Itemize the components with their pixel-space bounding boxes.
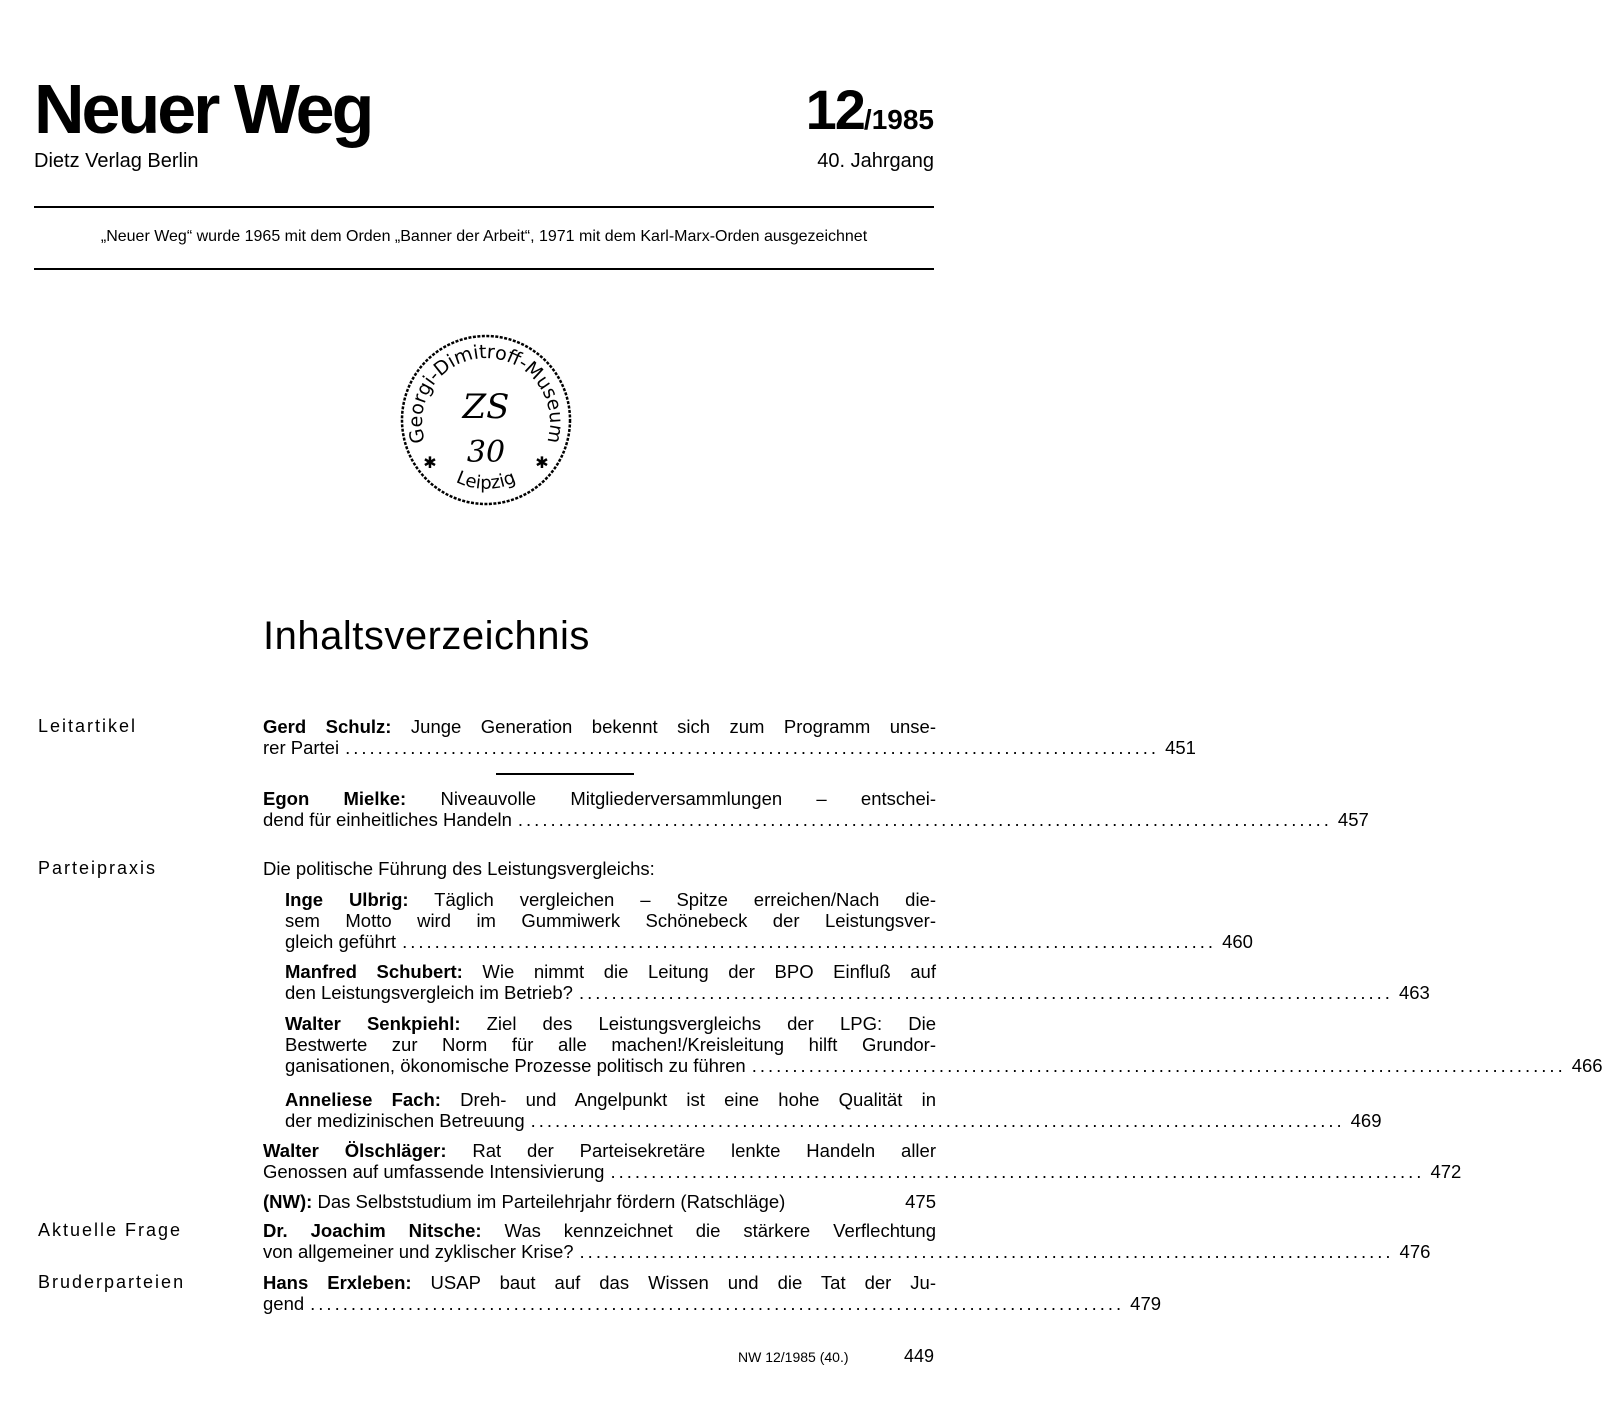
leader-dots: .................................................................................................... bbox=[345, 737, 1160, 758]
toc-entry[interactable] bbox=[285, 1089, 1382, 1131]
stamp-city-text: Leipzig bbox=[453, 467, 519, 494]
toc-entry[interactable] bbox=[263, 1220, 1431, 1262]
entry-text: Ziel des Leistungsvergleichs der LPG: Die bbox=[460, 1013, 936, 1034]
toc-entry[interactable] bbox=[263, 1140, 1462, 1182]
section-parteipraxis: Parteipraxis bbox=[38, 858, 158, 878]
award-line: „Neuer Weg“ wurde 1965 mit dem Orden „Banner der Arbeit“, 1971 mit dem Karl-Marx-Orden ausgezeichnet bbox=[100, 228, 868, 245]
page-number: 457 bbox=[1337, 809, 1369, 830]
entry-author: Inge Ulbrig: bbox=[285, 889, 409, 910]
entry-text-cont: Genossen auf umfassende Intensivierung bbox=[263, 1161, 605, 1182]
entry-text-cont: sem Motto wird im Gummiwerk Schönebeck der Leistungsver- bbox=[285, 910, 936, 931]
entry-author: Anneliese Fach: bbox=[285, 1089, 441, 1110]
header-rule-top bbox=[34, 206, 934, 208]
leader-dots: .................................................................................................... bbox=[578, 982, 1393, 1003]
entry-author: Gerd Schulz: bbox=[263, 716, 392, 737]
stamp-ring-text: Georgi-Dimitroff-Museum bbox=[404, 341, 568, 446]
stamp-star-left: ✱ bbox=[423, 455, 437, 472]
issue-num: 12 bbox=[805, 78, 864, 141]
publisher: Dietz Verlag Berlin bbox=[34, 150, 199, 172]
entry-text-cont: dend für einheitliches Handeln bbox=[263, 809, 512, 830]
page-number: 469 bbox=[1350, 1110, 1382, 1131]
entry-text-cont: der medizinischen Betreuung bbox=[285, 1110, 525, 1131]
page-number: 466 bbox=[1571, 1055, 1603, 1076]
leader-dots: .................................................................................................... bbox=[517, 809, 1332, 830]
entry-author: Dr. Joachim Nitsche: bbox=[263, 1220, 482, 1241]
stamp-star-right: ✱ bbox=[535, 455, 549, 472]
entry-text: Rat der Parteisekretäre lenkte Handeln aller bbox=[446, 1140, 936, 1161]
page-number: 472 bbox=[1430, 1161, 1462, 1182]
leader-dots: .................................................................................................... bbox=[579, 1241, 1394, 1262]
entry-text: Junge Generation bekennt sich zum Programm unse- bbox=[391, 716, 936, 737]
entry-text: Dreh- und Angelpunkt ist eine hohe Qualität in bbox=[440, 1089, 936, 1110]
entry-divider bbox=[496, 773, 634, 775]
page-number: 475 bbox=[905, 1191, 936, 1212]
section-aktuelle-frage: Aktuelle Frage bbox=[38, 1220, 183, 1240]
entry-text: Das Selbststudium im Parteilehrjahr fördern (Ratschläge) bbox=[312, 1191, 786, 1212]
toc-entry[interactable] bbox=[263, 716, 1196, 758]
toc-entry[interactable] bbox=[263, 788, 1369, 830]
toc-heading: Inhaltsverzeichnis bbox=[263, 614, 590, 658]
stamp-handwritten-30: 30 bbox=[466, 435, 506, 470]
stamp-handwritten-zs: ZS bbox=[462, 387, 510, 427]
section-leitartikel: Leitartikel bbox=[38, 716, 138, 736]
section-bruderparteien: Bruderparteien bbox=[38, 1272, 186, 1292]
entry-text: Wie nimmt die Leitung der BPO Einfluß auf bbox=[462, 961, 936, 982]
toc-entry[interactable] bbox=[285, 889, 1253, 952]
volume: 40. Jahrgang bbox=[817, 150, 934, 172]
entry-text-cont: Bestwerte zur Norm für alle machen!/Kreisleitung hilft Grundor- bbox=[285, 1034, 936, 1055]
page-number: 476 bbox=[1399, 1241, 1431, 1262]
issue-year: /1985 bbox=[863, 104, 934, 135]
entry-text-cont: den Leistungsvergleich im Betrieb? bbox=[285, 982, 573, 1003]
page-number: 479 bbox=[1130, 1293, 1162, 1314]
leader-dots: .................................................................................................... bbox=[402, 931, 1217, 952]
page-number: 463 bbox=[1398, 982, 1430, 1003]
intro-text: Die politische Führung des Leistungsvergleichs: bbox=[263, 858, 655, 879]
entry-author: (NW): bbox=[263, 1191, 313, 1212]
page-number: 451 bbox=[1165, 737, 1196, 758]
toc-entry[interactable] bbox=[285, 1013, 1603, 1076]
leader-dots: .................................................................................................... bbox=[751, 1055, 1566, 1076]
magazine-title: Neuer Weg bbox=[34, 70, 372, 148]
footer-reference: NW 12/1985 (40.) bbox=[738, 1349, 849, 1365]
entry-author: Manfred Schubert: bbox=[285, 961, 463, 982]
entry-text-cont: gleich geführt bbox=[285, 931, 397, 952]
issue-number bbox=[805, 78, 934, 141]
entry-author: Hans Erxleben: bbox=[263, 1272, 412, 1293]
toc-entry[interactable] bbox=[285, 961, 1430, 1003]
entry-text: USAP baut auf das Wissen und die Tat der Ju- bbox=[411, 1272, 937, 1293]
page-number: 460 bbox=[1222, 931, 1253, 952]
leader-dots: .................................................................................................... bbox=[310, 1293, 1125, 1314]
entry-text: Niveauvolle Mitgliederversammlungen – entschei- bbox=[406, 788, 937, 809]
footer-page-number: 449 bbox=[904, 1346, 935, 1366]
entry-text-cont: ganisationen, ökonomische Prozesse politisch zu führen bbox=[285, 1055, 746, 1076]
leader-dots: .................................................................................................... bbox=[610, 1161, 1425, 1182]
toc-intro bbox=[263, 858, 936, 879]
header-rule-bottom bbox=[34, 268, 934, 270]
toc-entry[interactable] bbox=[263, 1191, 936, 1212]
museum-stamp bbox=[396, 330, 576, 510]
entry-author: Walter Ölschläger: bbox=[263, 1140, 447, 1161]
toc-entry[interactable] bbox=[263, 1272, 1162, 1314]
entry-text: Was kennzeichnet die stärkere Verflechtung bbox=[481, 1220, 936, 1241]
entry-text-cont: von allgemeiner und zyklischer Krise? bbox=[263, 1241, 574, 1262]
entry-author: Egon Mielke: bbox=[263, 788, 407, 809]
entry-author: Walter Senkpiehl: bbox=[285, 1013, 461, 1034]
leader-dots: .................................................................................................... bbox=[530, 1110, 1345, 1131]
entry-text-cont: rer Partei bbox=[263, 737, 340, 758]
entry-text: Täglich vergleichen – Spitze erreichen/Nach die- bbox=[408, 889, 937, 910]
entry-text-cont: gend bbox=[263, 1293, 305, 1314]
